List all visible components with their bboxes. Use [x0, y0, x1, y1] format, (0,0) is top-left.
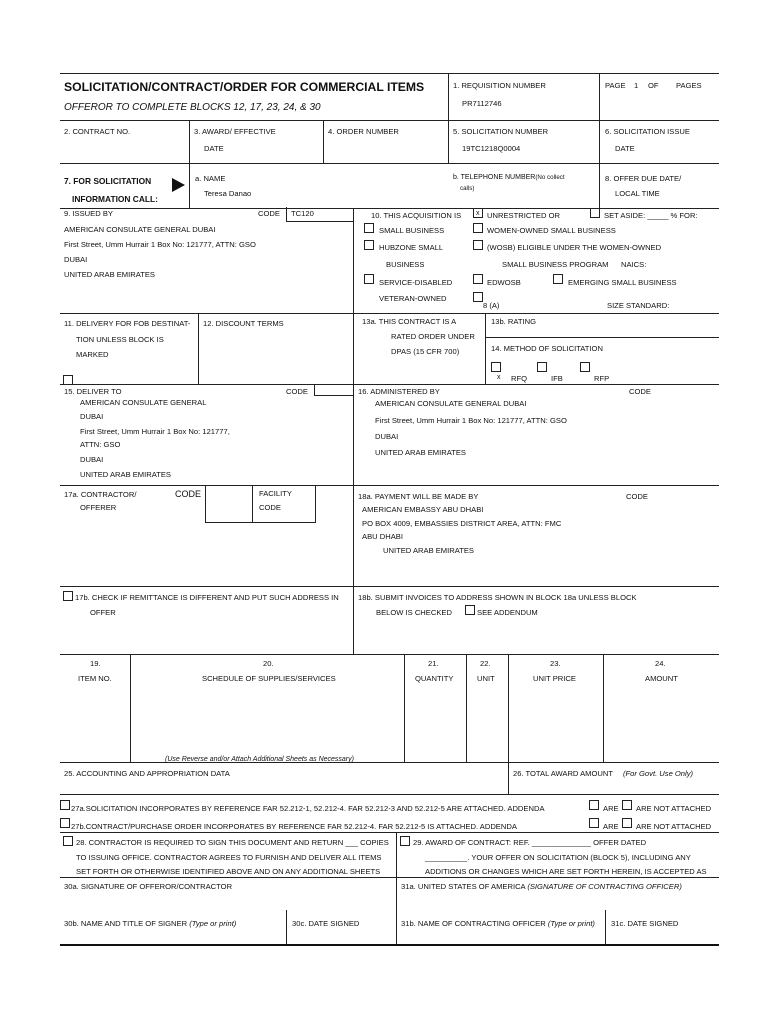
edwosb-checkbox[interactable]	[473, 274, 483, 284]
rule	[60, 163, 719, 164]
col-schedule: SCHEDULE OF SUPPLIES/SERVICES	[202, 674, 336, 683]
rule	[60, 120, 719, 121]
payment-line-1: AMERICAN EMBASSY ABU DHABI	[362, 505, 484, 514]
signature-usa-label	[401, 882, 682, 891]
for-solicitation-label: 7. FOR SOLICITATION	[64, 176, 152, 186]
issued-by-line-2: First Street, Umm Hurrair 1 Box No: 121777, ATTN: GSO	[64, 240, 256, 249]
deliver-to-line-5: DUBAI	[80, 455, 104, 464]
hubzone-label: HUBZONE SMALL	[379, 243, 444, 252]
form-subtitle: OFFEROR TO COMPLETE BLOCKS 12, 17, 23, 24, & 30	[64, 102, 321, 113]
rfq-check-mark: x	[497, 374, 501, 381]
col-quantity: QUANTITY	[415, 674, 454, 683]
rule	[60, 762, 719, 763]
rule	[205, 485, 206, 522]
col-amount: AMOUNT	[645, 674, 678, 683]
block-28-line-2: TO ISSUING OFFICE. CONTRACTOR AGREES TO FURNISH AND DELIVER ALL ITEMS	[76, 853, 382, 862]
deliver-to-code-label: CODE	[286, 387, 308, 396]
hubzone-checkbox[interactable]	[364, 240, 374, 250]
rule	[60, 944, 719, 946]
rule	[205, 522, 316, 523]
edwosb-label: EDWOSB	[487, 278, 521, 287]
block-29-line-3: ADDITIONS OR CHANGES WHICH ARE SET FORTH HEREIN, IS ACCEPTED AS	[425, 867, 707, 876]
award-date-label-2: DATE	[204, 144, 224, 153]
pages-label: PAGES	[676, 81, 702, 90]
block-29-line-2: __________. YOUR OFFER ON SOLICITATION (BLOCK 5), INCLUDING ANY	[425, 853, 691, 862]
issued-by-label: 9. ISSUED BY	[64, 209, 113, 218]
administered-by-line-3: DUBAI	[375, 432, 399, 441]
signature-usa-note: (SIGNATURE OF CONTRACTING OFFICER)	[527, 882, 682, 891]
hubzone-label-2: BUSINESS	[386, 260, 425, 269]
rule	[485, 337, 719, 338]
deliver-to-line-2: DUBAI	[80, 412, 104, 421]
contact-name-value[interactable]: Teresa Danao	[204, 189, 252, 198]
rfq-label: RFQ	[511, 374, 528, 383]
information-call-label: INFORMATION CALL:	[72, 194, 158, 204]
rule	[252, 485, 253, 522]
contracting-officer-text: 31b. NAME OF CONTRACTING OFFICER	[401, 919, 546, 928]
wosb-label: WOMEN-OWNED SMALL BUSINESS	[487, 226, 616, 235]
contracting-officer-note: (Type or print)	[547, 919, 595, 928]
rated-order-label-2: RATED ORDER UNDER	[391, 332, 475, 341]
incorporates-27a-label: 27a.SOLICITATION INCORPORATES BY REFERENCE FAR 52.212-1, 52.212-4. FAR 52.212-3 AND 52.212-5 ARE ATTACHED. ADDENDA	[71, 804, 545, 813]
col-item-no: ITEM NO.	[78, 674, 112, 683]
incorporates-27b-label: 27b.CONTRACT/PURCHASE ORDER INCORPORATES BY REFERENCE FAR 52.212-4. FAR 52.212-5 IS ATTACHED. ADDENDA	[71, 822, 517, 831]
solicitation-number-value[interactable]: 19TC1218Q0004	[462, 144, 521, 153]
rule	[189, 120, 190, 208]
total-award-label: 26. TOTAL AWARD AMOUNT	[513, 769, 614, 778]
col-unit: UNIT	[477, 674, 495, 683]
signer-name-note: (Type or print)	[189, 919, 237, 928]
invoice-label-2: BELOW IS CHECKED	[376, 608, 452, 617]
addenda-27b-are-label: ARE	[603, 822, 619, 831]
administered-by-code-label: CODE	[629, 387, 651, 396]
rule	[198, 313, 199, 384]
administered-by-label: 16. ADMINISTERED BY	[358, 387, 440, 396]
rfp-checkbox[interactable]	[580, 362, 590, 372]
solicitation-number-label: 5. SOLICITATION NUMBER	[453, 127, 549, 136]
col-unit-price: UNIT PRICE	[533, 674, 576, 683]
sdvosb-checkbox[interactable]	[364, 274, 374, 284]
sdvosb-label-2: VETERAN-OWNED	[379, 294, 447, 303]
contracting-officer-label	[401, 919, 595, 928]
form-title: SOLICITATION/CONTRACT/ORDER FOR COMMERCIAL ITEMS	[64, 80, 425, 94]
rule	[466, 654, 467, 762]
rule	[404, 654, 405, 762]
sdvosb-label: SERVICE-DISABLED	[379, 278, 453, 287]
block-28-line-3: SET FORTH OR OTHERWISE IDENTIFIED ABOVE AND ON ANY ADDITIONAL SHEETS	[76, 867, 381, 876]
block-29-line-1: 29. AWARD OF CONTRACT: REF. ______________ OFFER DATED	[413, 838, 647, 847]
deliver-to-line-3: First Street, Umm Hurrair 1 Box No: 121777,	[80, 427, 230, 436]
contractor-code-label: CODE	[175, 489, 202, 499]
facility-code-label: FACILITY	[259, 489, 292, 498]
method-label: 14. METHOD OF SOLICITATION	[491, 344, 603, 353]
block-28-line-1: 28. CONTRACTOR IS REQUIRED TO SIGN THIS DOCUMENT AND RETURN ___ COPIES	[76, 838, 389, 847]
contact-name-label: a. NAME	[195, 174, 226, 183]
col-unit-num: 22.	[480, 659, 491, 668]
total-award-note: (For Govt. Use Only)	[623, 769, 694, 778]
rule	[286, 910, 287, 944]
schedule-note: (Use Reverse and/or Attach Additional Sheets as Necessary)	[165, 756, 354, 763]
invoice-label: 18b. SUBMIT INVOICES TO ADDRESS SHOWN IN BLOCK 18a UNLESS BLOCK	[358, 593, 637, 602]
administered-by-line-1: AMERICAN CONSULATE GENERAL DUBAI	[375, 399, 527, 408]
wosb-eligible-label: (WOSB) ELIGIBLE UNDER THE WOMEN-OWNED	[487, 243, 662, 252]
wosb-checkbox[interactable]	[473, 223, 483, 233]
incorporates-27b-checkbox[interactable]	[60, 818, 70, 828]
rule	[315, 485, 316, 522]
eight-a-label: 8 (A)	[483, 301, 500, 310]
incorporates-27a-checkbox[interactable]	[60, 800, 70, 810]
remittance-label: 17b. CHECK IF REMITTANCE IS DIFFERENT AND PUT SUCH ADDRESS IN	[75, 593, 339, 602]
rule	[508, 654, 509, 794]
rule	[323, 120, 324, 163]
rule	[60, 208, 719, 209]
deliver-to-label: 15. DELIVER TO	[64, 387, 122, 396]
rule	[60, 654, 719, 655]
rule	[60, 877, 719, 878]
of-label: OF	[648, 81, 659, 90]
date-signed-31c-label: 31c. DATE SIGNED	[611, 919, 679, 928]
telephone-label-text: b. TELEPHONE NUMBER	[453, 174, 536, 181]
contractor-label-2: OFFERER	[80, 503, 117, 512]
deliver-to-line-4: ATTN: GSO	[80, 440, 121, 449]
fob-checkbox[interactable]	[63, 375, 73, 385]
unrestricted-check-mark: x	[476, 210, 480, 217]
rule	[448, 73, 449, 163]
addenda-27a-are-checkbox[interactable]	[589, 800, 599, 810]
eight-a-checkbox[interactable]	[473, 292, 483, 302]
payment-line-2: PO BOX 4009, EMBASSIES DISTRICT AREA, ATTN: FMC	[362, 519, 562, 528]
contractor-sign-checkbox[interactable]	[63, 836, 73, 846]
emerging-small-business-label: EMERGING SMALL BUSINESS	[568, 278, 677, 287]
deliver-to-line-6: UNITED ARAB EMIRATES	[80, 470, 171, 479]
issued-by-code-label: CODE	[258, 209, 280, 218]
rule	[60, 313, 719, 314]
rating-label: 13b. RATING	[491, 317, 537, 326]
administered-by-line-2: First Street, Umm Hurrair 1 Box No: 121777, ATTN: GSO	[375, 416, 567, 425]
remittance-checkbox[interactable]	[63, 591, 73, 601]
addenda-27b-are-not-checkbox[interactable]	[622, 818, 632, 828]
offer-due-label-2: LOCAL TIME	[615, 189, 660, 198]
addenda-27b-are-not-label: ARE NOT ATTACHED	[636, 822, 712, 831]
payment-code-label: CODE	[626, 492, 648, 501]
ifb-checkbox[interactable]	[537, 362, 547, 372]
small-business-checkbox[interactable]	[364, 223, 374, 233]
signature-usa-text: 31a. UNITED STATES OF AMERICA	[401, 882, 526, 891]
issue-date-label: 6. SOLICITATION ISSUE	[605, 127, 690, 136]
ifb-label: IFB	[551, 374, 563, 383]
rule	[599, 73, 600, 208]
col-amount-num: 24.	[655, 659, 666, 668]
set-aside-label: SET ASIDE: _____ % FOR:	[604, 211, 698, 220]
signer-name-label	[64, 919, 236, 928]
requisition-number-label: 1. REQUISITION NUMBER	[453, 81, 546, 90]
issued-by-code-value: TC120	[291, 209, 314, 218]
deliver-to-line-1: AMERICAN CONSULATE GENERAL	[80, 398, 207, 407]
rfq-checkbox[interactable]	[491, 362, 501, 372]
wosb-program-label: SMALL BUSINESS PROGRAM	[502, 260, 609, 269]
offer-due-label: 8. OFFER DUE DATE/	[605, 174, 682, 183]
addenda-27b-are-checkbox[interactable]	[589, 818, 599, 828]
remittance-label-2: OFFER	[90, 608, 116, 617]
date-signed-30c-label: 30c. DATE SIGNED	[292, 919, 360, 928]
rule	[130, 654, 131, 762]
small-business-label: SMALL BUSINESS	[379, 226, 445, 235]
delivery-fob-label-2: TION UNLESS BLOCK IS	[76, 335, 164, 344]
rated-order-label-3: DPAS (15 CFR 700)	[391, 347, 460, 356]
rule	[603, 654, 604, 762]
issue-date-label-2: DATE	[615, 144, 635, 153]
rfp-label: RFP	[594, 374, 610, 383]
rule	[60, 485, 719, 486]
col-item-no-num: 19.	[90, 659, 101, 668]
naics-label: NAICS:	[621, 260, 647, 269]
issued-by-line-4: UNITED ARAB EMIRATES	[64, 270, 155, 279]
administered-by-line-4: UNITED ARAB EMIRATES	[375, 448, 466, 457]
signer-name-text: 30b. NAME AND TITLE OF SIGNER	[64, 919, 188, 928]
page-number: 1	[634, 81, 639, 90]
addenda-27a-are-not-label: ARE NOT ATTACHED	[636, 804, 712, 813]
delivery-fob-label-3: MARKED	[76, 350, 109, 359]
order-number-label: 4. ORDER NUMBER	[328, 127, 399, 136]
facility-code-label-2: CODE	[259, 503, 281, 512]
contractor-label: 17a. CONTRACTOR/	[64, 490, 137, 499]
col-quantity-num: 21.	[428, 659, 439, 668]
rule	[353, 208, 354, 654]
issued-by-line-3: DUBAI	[64, 255, 88, 264]
page-label: PAGE	[605, 81, 626, 90]
set-aside-checkbox[interactable]	[590, 208, 600, 218]
addenda-27a-are-not-checkbox[interactable]	[622, 800, 632, 810]
payment-line-3: ABU DHABI	[362, 532, 403, 541]
col-schedule-num: 20.	[263, 659, 274, 668]
telephone-note-2: calls)	[460, 185, 475, 192]
col-unit-price-num: 23.	[550, 659, 561, 668]
wosb-eligible-checkbox[interactable]	[473, 240, 483, 250]
requisition-number-value[interactable]: PR7112746	[462, 99, 502, 108]
telephone-note: (No collect	[535, 174, 565, 181]
award-date-label: 3. AWARD/ EFFECTIVE	[194, 127, 276, 136]
unrestricted-label: UNRESTRICTED OR	[487, 211, 560, 220]
pointer-arrow-icon	[172, 178, 185, 192]
rule	[605, 910, 606, 944]
rule	[60, 73, 719, 74]
issued-by-line-1: AMERICAN CONSULATE GENERAL DUBAI	[64, 225, 216, 234]
delivery-fob-label: 11. DELIVERY FOR FOB DESTINAT-	[64, 319, 191, 328]
rule	[60, 794, 719, 795]
emerging-small-business-checkbox[interactable]	[553, 274, 563, 284]
size-standard-label: SIZE STANDARD:	[607, 301, 670, 310]
award-of-contract-checkbox[interactable]	[400, 836, 410, 846]
rule	[396, 832, 397, 944]
discount-terms-label: 12. DISCOUNT TERMS	[203, 319, 284, 328]
acquisition-label: 10. THIS ACQUISITION IS	[371, 211, 462, 220]
rule	[60, 384, 719, 385]
addendum-label: SEE ADDENDUM	[477, 608, 538, 617]
contract-no-label: 2. CONTRACT NO.	[64, 127, 131, 136]
payment-label: 18a. PAYMENT WILL BE MADE BY	[358, 492, 479, 501]
rule	[60, 832, 719, 833]
signature-offeror-label: 30a. SIGNATURE OF OFFEROR/CONTRACTOR	[64, 882, 233, 891]
telephone-label	[453, 173, 565, 182]
rule	[60, 586, 719, 587]
addendum-checkbox[interactable]	[465, 605, 475, 615]
payment-line-4: UNITED ARAB EMIRATES	[383, 546, 474, 555]
rated-order-label: 13a. THIS CONTRACT IS A	[362, 317, 457, 326]
addenda-27a-are-label: ARE	[603, 804, 619, 813]
accounting-label: 25. ACCOUNTING AND APPROPRIATION DATA	[64, 769, 230, 778]
deliver-to-code-box[interactable]	[314, 384, 354, 396]
rule	[485, 313, 486, 384]
